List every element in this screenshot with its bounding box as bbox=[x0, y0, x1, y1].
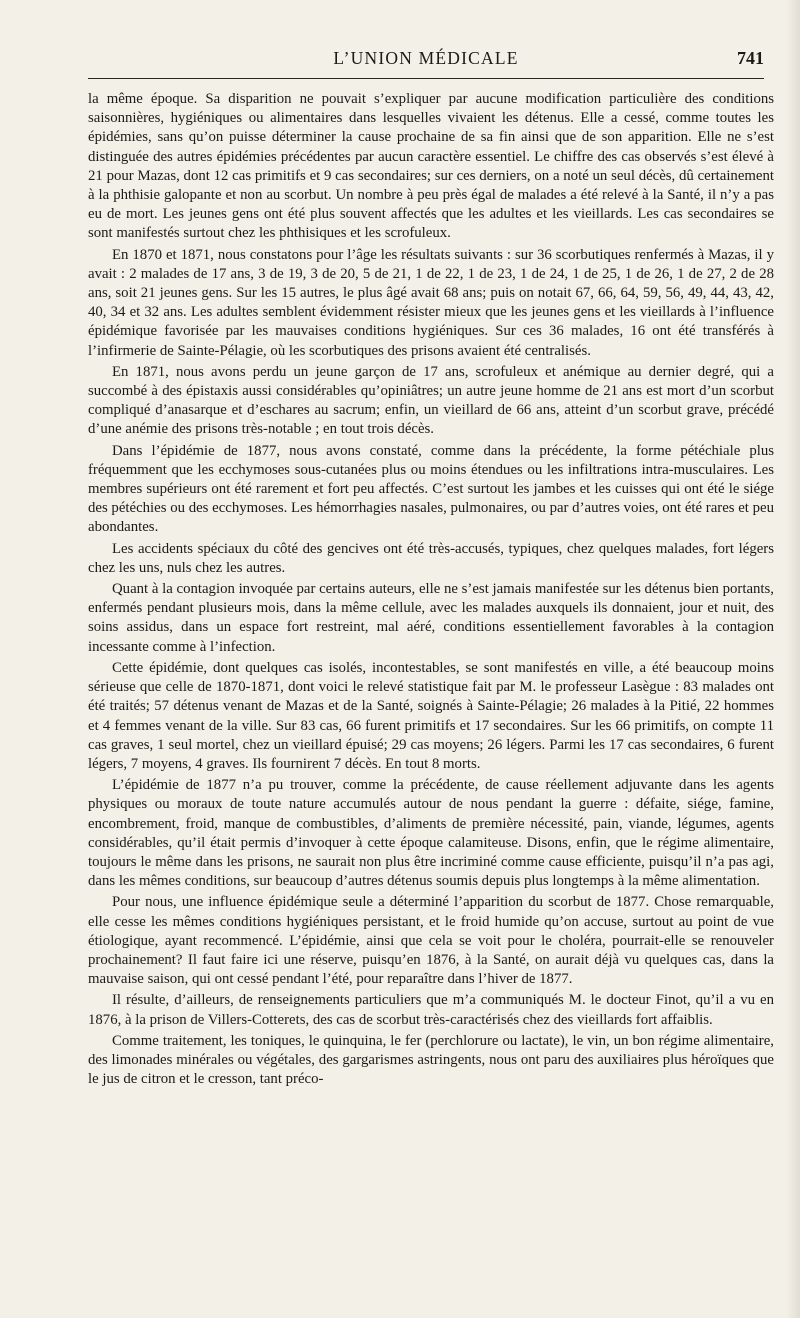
paragraph-9: Pour nous, une influence épidémique seule a déterminé l’apparition du scorbut de 1877. Chose remarquable, elle cesse les mêmes conditions hygiéniques persistant, et le froid humide qu’on accuse, surtout au point de vue étiologique, ayant recommencé. L’épidémie, ainsi que cela se voit pour le choléra, pourrait-elle se renouveler prochainement? Il faut faire ici une réserve, puisqu’en 1876, à la Santé, on aurait déjà vu quelques cas, dans la mauvaise saison, qui ont cessé pendant l’été, pour reparaître dans l’hiver de 1877. bbox=[88, 894, 774, 988]
paragraph-11: Comme traitement, les toniques, le quinquina, le fer (perchlorure ou lactate), le vin, un bon régime alimentaire, des limonades minérales ou végétales, des gargarismes astringents, nous ont paru des auxiliaires plus héroïques que le jus de citron et le cresson, tant préco- bbox=[88, 1032, 774, 1088]
paragraph-6: Quant à la contagion invoquée par certains auteurs, elle ne s’est jamais manifestée sur les détenus bien portants, enfermés pendant plusieurs mois, dans la même cellule, avec les malades auxquels ils donnaient, jour et nuit, des soins assidus, dans un espace fort restreint, mal aéré, conditions essentiellement favorables à la contagion incessante comme à l’infection. bbox=[88, 581, 774, 655]
paragraph-3: En 1871, nous avons perdu un jeune garçon de 17 ans, scrofuleux et anémique au dernier degré, qui a succombé à des épistaxis aussi considérables qu’opiniâtres; un autre jeune homme de 21 ans est mort d’un scorbut compliqué d’anasarque et d’eschares au sacrum; enfin, un vieillard de 66 ans, atteint d’un scorbut grave, précédé d’une anémie des prisons très-notable ; en tout trois décès. bbox=[88, 363, 774, 438]
paragraph-10: Il résulte, d’ailleurs, de renseignements particuliers que m’a communiqués M. le docteur Finot, qu’il a vu en 1876, à la prison de Villers-Cotterets, des cas de scorbut très-caractérisés chez des vieillards fort affaiblis. bbox=[88, 992, 774, 1028]
page-edge-shadow bbox=[786, 0, 800, 1318]
header-rule bbox=[88, 78, 764, 79]
article-body bbox=[88, 90, 774, 1089]
paragraph-8: L’épidémie de 1877 n’a pu trouver, comme la précédente, de cause réellement adjuvante dans les agents physiques ou moraux de toute nature accumulés autour de nous pendant la guerre : défaite, siége, famine, encombrement, froid, manque de combustibles, d’aliments de première nécessité, pain, viande, légumes, agents considérables, qu’il était permis d’invoquer à cette époque calamiteuse. Disons, enfin, que le régime alimentaire, toujours le même dans les prisons, ne saurait non plus être incriminé comme cause efficiente, puisqu’il n’a pas agi, dans les mêmes conditions, sur beaucoup d’autres détenus soumis depuis plus longtemps à la même alimentation. bbox=[88, 777, 774, 890]
journal-title: L’UNION MÉDICALE bbox=[333, 48, 519, 68]
paragraph-5: Les accidents spéciaux du côté des gencives ont été très-accusés, typiques, chez quelques malades, fort légers chez les uns, nuls chez les autres. bbox=[88, 540, 774, 576]
paragraph-2: En 1870 et 1871, nous constatons pour l’âge les résultats suivants : sur 36 scorbutiques renfermés à Mazas, il y avait : 2 malades de 17 ans, 3 de 19, 3 de 20, 5 de 21, 1 de 22, 1 de 23, 1 de 24, 1 de 25, 1 de 26, 1 de 27, 2 de 28 ans, soit 21 jeunes gens. Sur les 15 autres, le plus âgé avait 68 ans; puis on notait 67, 66, 64, 59, 56, 49, 44, 43, 42, 40, 34 et 32 ans. Les adultes semblent évidemment résister mieux que les jeunes gens et les vieillards à l’influence épidémique favorisée par les mauvaises conditions hygiéniques. Sur ces 36 malades, 16 ont été transférés à l’infirmerie de Sainte-Pélagie, où les scorbutiques des prisons avaient été centralisés. bbox=[88, 246, 774, 359]
running-header bbox=[88, 45, 764, 71]
paragraph-4: Dans l’épidémie de 1877, nous avons constaté, comme dans la précédente, la forme pétéchiale plus fréquemment que les ecchymoses sous-cutanées plus ou moins étendues ou les infiltrations intra-musculaires. Les membres supérieurs ont été rarement et fort peu affectés. C’est surtout les jambes et les cuisses qui ont été le siége des pétéchies ou des ecchymoses. Les hémorrhagies nasales, pulmonaires, ou par d’autres voies, ont été rares et peu abondantes. bbox=[88, 442, 774, 536]
paragraph-7: Cette épidémie, dont quelques cas isolés, incontestables, se sont manifestés en ville, a été beaucoup moins sérieuse que celle de 1870-1871, dont voici le relevé statistique fait par M. le professeur Lasègue : 83 malades ont été traités; 57 détenus venant de Mazas et de la Santé, soignés à Sainte-Pélagie; 26 malades à la Pitié, 22 hommes et 4 femmes venant de la ville. Sur 83 cas, 66 furent primitifs et 17 secondaires. Sur les 66 primitifs, on compte 11 cas graves, 1 seul mortel, chez un vieillard épuisé; 29 cas moyens; 26 légers. Parmi les 17 cas secondaires, 6 furent légers, 7 moyens, 4 graves. Ils fournirent 7 décès. En tout 8 morts. bbox=[88, 659, 774, 772]
page-number: 741 bbox=[737, 48, 764, 68]
paragraph-1: la même époque. Sa disparition ne pouvait s’expliquer par aucune modification particulière des conditions saisonnières, hygiéniques ou alimentaires dans lesquelles vivaient les détenus. Elle a cessé, comme toutes les épidémies, sans qu’on puisse déterminer la cause prochaine de sa fin ainsi que de son apparition. Elle ne s’est distinguée des autres épidémies précédentes par aucun caractère essentiel. Le chiffre des cas observés s’est élevé à 21 pour Mazas, dont 12 cas primitifs et 9 cas secondaires; sur ces derniers, on a noté un seul décès, dû certainement à la phthisie galopante et non au scorbut. Un nombre à peu près égal de malades a été relevé à la Santé, il n’y a pas eu de mort. Les jeunes gens ont été plus souvent affectés que les adultes et les vieillards. Les cas secondaires se sont manifestés surtout chez les phthisiques et les scrofuleux. bbox=[88, 91, 774, 242]
